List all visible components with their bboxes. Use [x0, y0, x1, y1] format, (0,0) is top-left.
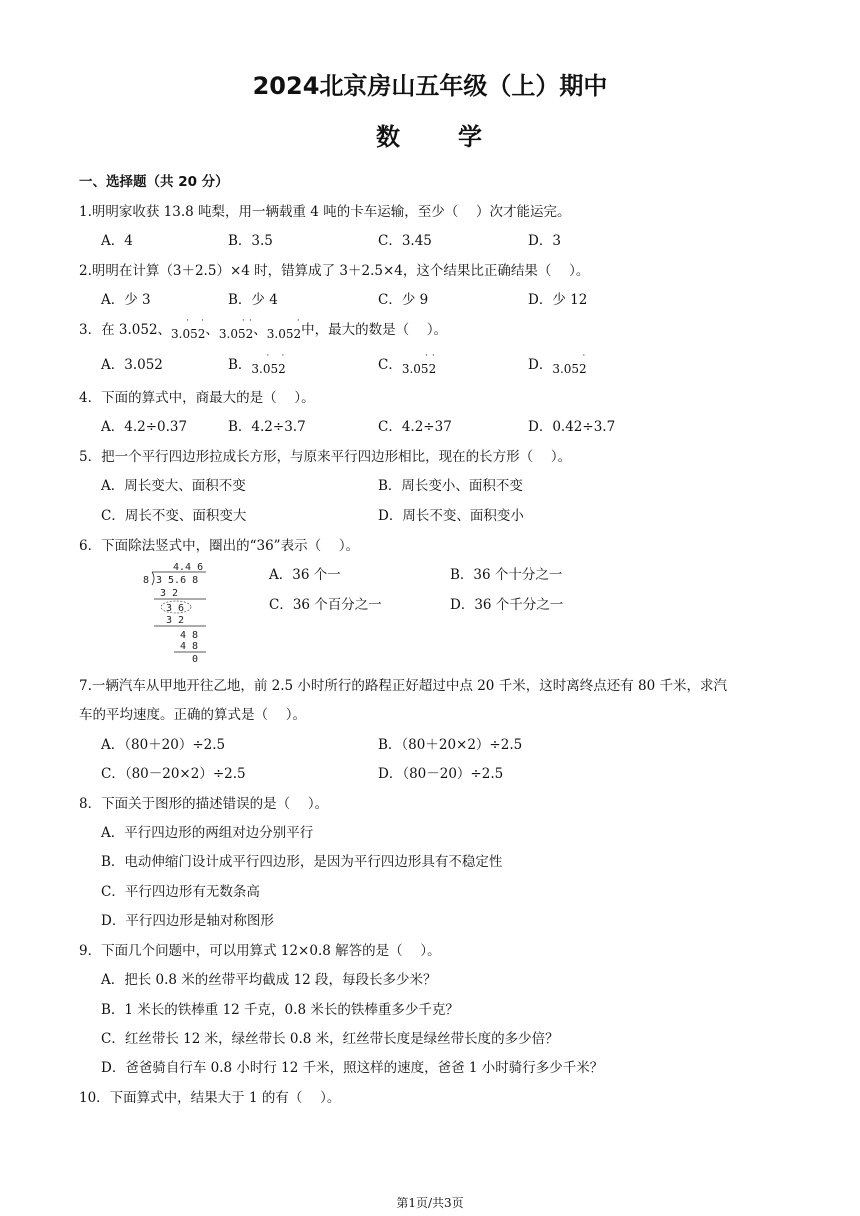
q6-option-d: D．36 个千分之一	[450, 597, 564, 613]
division-step-4: 4 8	[180, 630, 199, 641]
q7-option-d: D．（80－20）÷2.5	[378, 766, 504, 782]
subject-char-2: 学	[458, 123, 484, 151]
q4-option-a: A．4.2÷0.37	[101, 419, 188, 435]
q9-option-d: D．爸爸骑自行车 0.8 小时行 12 千米，照这样的速度，爸爸 1 小时骑行多少千米？	[101, 1060, 604, 1076]
q2-option-d: D．少 12	[528, 292, 588, 308]
question-5: 5．把一个平行四边形拉成长方形，与原来平行四边形相比，现在的长方形（ ）。	[79, 449, 572, 465]
question-6: 6．下面除法竖式中，圈出的“36”表示（ ）。	[79, 538, 360, 554]
subject-char-1: 数	[376, 123, 402, 151]
q3-number-3: 3.052 ˙ ˙	[218, 319, 254, 341]
question-8: 8．下面关于图形的描述错误的是（ ）。	[79, 796, 329, 812]
long-division-figure	[130, 559, 220, 663]
division-quotient: 4.4 6	[173, 562, 204, 573]
q9-option-c: C．红丝带长 12 米，绿丝带长 0.8 米，红丝带长度是绿丝带长度的多少倍？	[101, 1031, 559, 1047]
division-step-3: 3 2	[166, 615, 185, 626]
question-4: 4．下面的算式中，商最大的是（ ）。	[79, 390, 315, 406]
document-title: 2024北京房山五年级（上）期中	[252, 72, 608, 100]
q1-option-d: D．3	[528, 233, 561, 249]
section-heading: 一、选择题（共 20 分）	[79, 174, 229, 190]
q9-option-a: A．把长 0.8 米的丝带平均截成 12 段，每段长多少米？	[101, 972, 437, 988]
q6-option-a: A．36 个一	[269, 567, 341, 583]
q5-option-a: A．周长变大、面积不变	[101, 478, 246, 494]
q7-option-b: B．（80＋20×2）÷2.5	[378, 737, 523, 753]
division-step-1: 3 2	[160, 588, 179, 599]
q3-prefix: 3．在 3.052、	[79, 322, 172, 338]
q7-option-c: C．（80－20×2）÷2.5	[101, 766, 246, 782]
question-7-line-1: 7.一辆汽车从甲地开往乙地，前 2.5 小时所行的路程正好超过中点 20 千米，这时离终点还有 80 千米，求汽	[79, 678, 727, 694]
q2-option-a: A．少 3	[101, 292, 151, 308]
q7-option-a: A．（80＋20）÷2.5	[101, 737, 226, 753]
q4-option-b: B．4.2÷3.7	[228, 419, 306, 435]
division-divisor: 8	[143, 575, 150, 586]
question-2: 2.明明在计算（3＋2.5）×4 时，错算成了 3＋2.5×4，这个结果比正确结果（ ）。	[79, 263, 590, 279]
q6-option-c: C．36 个百分之一	[269, 597, 382, 613]
q3-option-a: A．3.052	[101, 357, 163, 373]
q1-option-c: C．3.45	[378, 233, 432, 249]
page-footer: 第1页/共3页	[396, 1196, 464, 1210]
q2-option-c: C．少 9	[378, 292, 429, 308]
q8-option-c: C．平行四边形有无数条高	[101, 884, 260, 900]
division-step-6: 0	[192, 654, 199, 663]
q3-suffix: 中，最大的数是（ ）。	[301, 322, 448, 338]
division-step-2: 3 6	[166, 603, 185, 614]
question-10: 10．下面算式中，结果大于 1 的有（ ）。	[79, 1090, 341, 1106]
q5-option-b: B．周长变小、面积不变	[378, 478, 523, 494]
question-3: 3．在 3.052、3.052 ˙ ˙ 、3.052 ˙ ˙ 、3.052 ˙ 中，最大的数是（ ）。	[79, 319, 448, 341]
q5-option-c: C．周长不变、面积变大	[101, 508, 247, 524]
q5-option-d: D．周长不变、面积变小	[378, 508, 524, 524]
q3-option-d: D．3.052 ˙	[528, 354, 587, 376]
question-9: 9．下面几个问题中，可以用算式 12×0.8 解答的是（ ）。	[79, 943, 441, 959]
question-7-line-2: 车的平均速度。正确的算式是（ ）。	[79, 707, 307, 723]
q4-option-c: C．4.2÷37	[378, 419, 452, 435]
q8-option-b: B．电动伸缩门设计成平行四边形，是因为平行四边形具有不稳定性	[101, 854, 503, 870]
q1-option-a: A．4	[101, 233, 133, 249]
q3-number-4: 3.052 ˙	[266, 319, 302, 341]
q3-number-2: 3.052 ˙ ˙	[171, 319, 206, 341]
q8-option-a: A．平行四边形的两组对边分别平行	[101, 825, 314, 841]
q1-option-b: B．3.5	[228, 233, 273, 249]
q3-option-c: C．3.052 ˙ ˙	[378, 354, 437, 376]
q6-option-b: B．36 个十分之一	[450, 567, 563, 583]
subject-title	[0, 117, 860, 152]
q8-option-d: D．平行四边形是轴对称图形	[101, 913, 274, 929]
q4-option-d: D．0.42÷3.7	[528, 419, 616, 435]
division-dividend: 3 5.6 8	[156, 575, 199, 586]
division-step-5: 4 8	[180, 641, 199, 652]
q3-option-b: B．3.052 ˙ ˙	[228, 354, 286, 376]
q2-option-b: B．少 4	[228, 292, 278, 308]
q9-option-b: B．1 米长的铁棒重 12 千克，0.8 米长的铁棒重多少千克？	[101, 1002, 459, 1018]
question-1: 1.明明家收获 13.8 吨梨，用一辆载重 4 吨的卡车运输，至少（ ）次才能运完。	[79, 204, 571, 220]
